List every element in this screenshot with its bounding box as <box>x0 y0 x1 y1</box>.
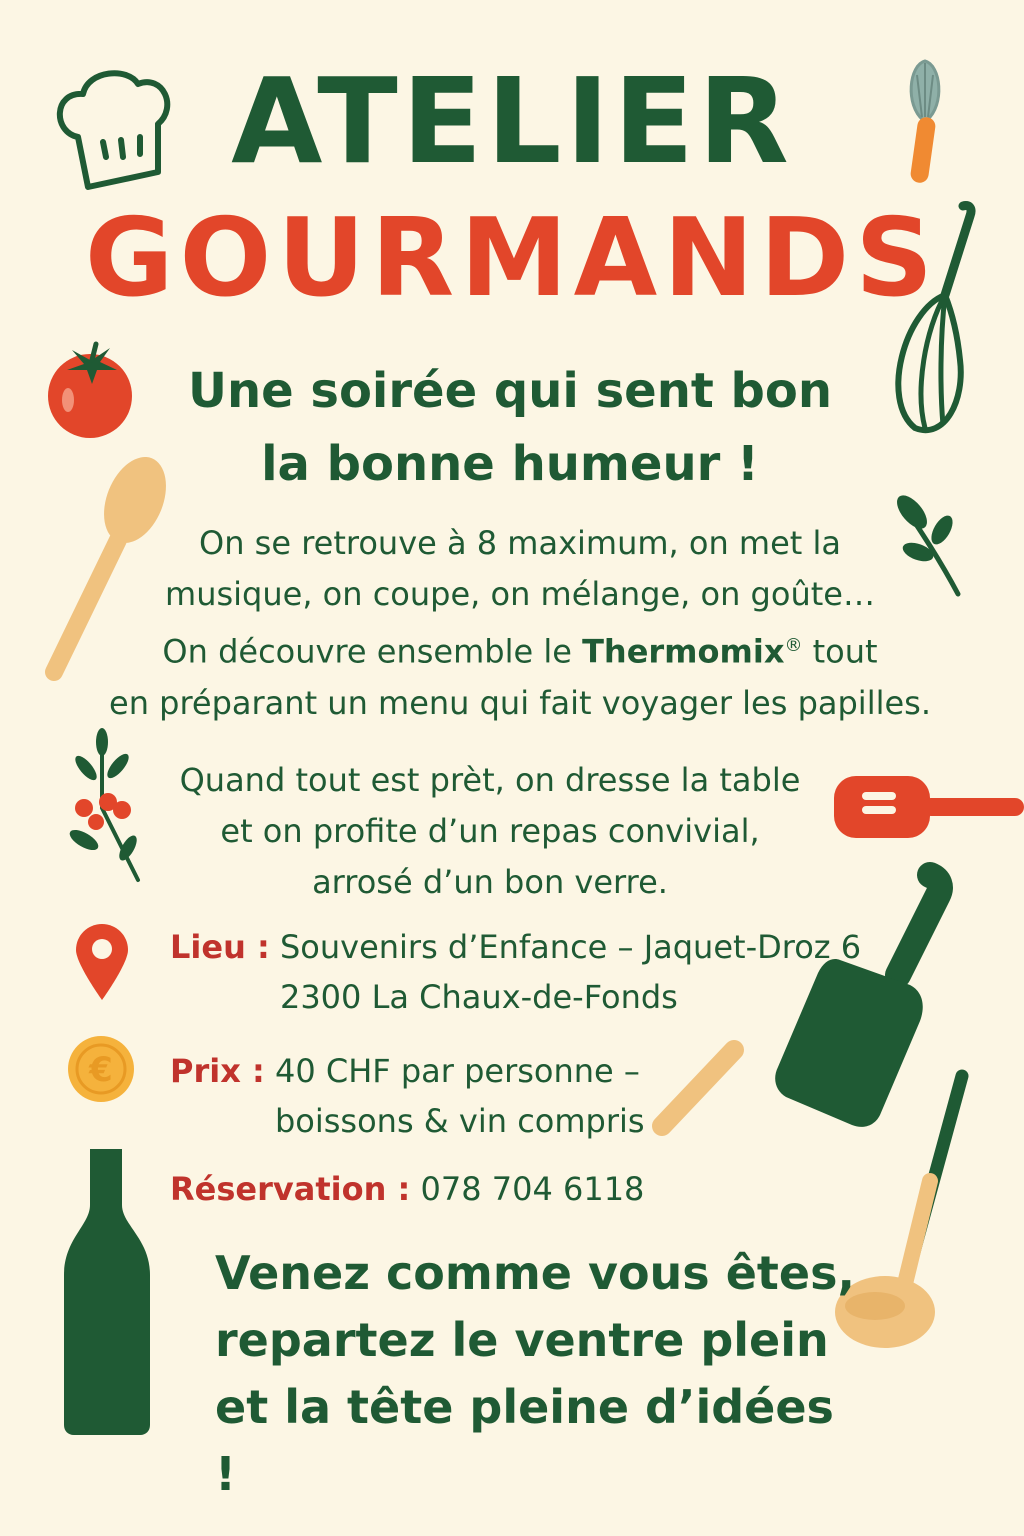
closing-message <box>215 1240 855 1508</box>
lieu-value <box>280 922 861 1022</box>
euro-coin-icon <box>66 1034 136 1104</box>
meal-line: arrosé d’un bon verre. <box>312 863 668 901</box>
prix-label: Prix : <box>170 1052 265 1090</box>
closing-line: et la tête pleine d’idées ! <box>215 1380 834 1501</box>
reservation-phone: 078 704 6118 <box>420 1170 645 1208</box>
lieu-line: Souvenirs d’Enfance – Jaquet-Droz 6 <box>279 928 862 966</box>
intro-paragraph <box>60 518 980 729</box>
info-prix <box>170 1046 645 1146</box>
registered-mark: ® <box>784 635 803 656</box>
prix-line: boissons & vin compris <box>274 1102 645 1140</box>
rolling-pin-icon <box>648 1036 748 1140</box>
intro-line: On se retrouve à 8 maximum, on met la <box>199 524 841 562</box>
prix-value <box>275 1046 645 1146</box>
title-atelier: ATELIER <box>231 52 793 190</box>
lieu-label: Lieu : <box>170 928 270 966</box>
tagline <box>120 355 900 501</box>
location-pin-icon <box>72 922 132 1002</box>
closing-line: repartez le ventre plein <box>215 1313 829 1367</box>
meal-paragraph <box>150 755 830 908</box>
prix-line: 40 CHF par personne – <box>274 1052 640 1090</box>
lieu-line: 2300 La Chaux-de-Fonds <box>279 978 678 1016</box>
spatula-icon <box>832 770 1024 840</box>
tagline-line: la bonne humeur ! <box>261 436 759 492</box>
closing-line: Venez comme vous êtes, <box>215 1246 855 1300</box>
intro-line: en préparant un menu qui fait voyager les papilles. <box>109 683 931 722</box>
intro-line <box>60 620 980 678</box>
intro-text: On découvre ensemble le <box>162 632 583 671</box>
reservation-label: Réservation : <box>170 1170 411 1208</box>
title-gourmands: GOURMANDS <box>84 196 940 321</box>
meal-line: et on profite d’un repas convivial, <box>220 812 760 850</box>
info-reservation <box>170 1164 644 1214</box>
tagline-line: Une soirée qui sent bon <box>187 363 833 419</box>
meal-line: Quand tout est prèt, on dresse la table <box>179 761 801 799</box>
berry-branch-icon <box>68 728 148 888</box>
info-lieu <box>170 922 861 1022</box>
wine-bottle-icon <box>58 1145 158 1435</box>
intro-text: tout <box>802 632 878 671</box>
brand-name: Thermomix <box>582 632 785 671</box>
intro-line: musique, on coupe, on mélange, on goûte… <box>165 575 875 613</box>
svg-text:€: € <box>89 1050 113 1090</box>
